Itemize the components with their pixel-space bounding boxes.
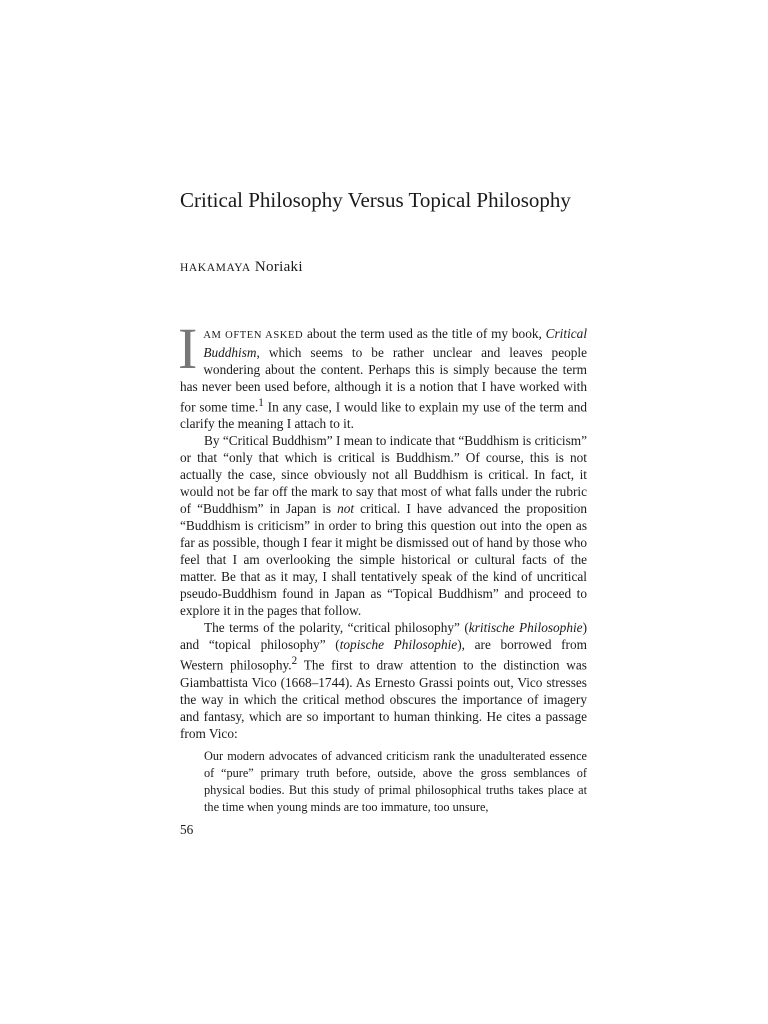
paragraph-2: By “Critical Buddhism” I mean to indicate that “Buddhism is criticism” or that “only that which is critical is Buddhism.” Of course, this is not actually the case, since obviously not all Buddhism is critical. In fact, it would not be far off the mark to say that most of what falls under the rubric of “Buddhism” in Japan is not critical. I have advanced the proposition “Buddhism is criticism” in order to bring this question out into the open as far as possible, though I fear it might be dismissed out of hand by those who feel that I am overlooking the simple historical or cultural facts of the matter. Be that as it may, I shall tentatively speak of the kind of uncritical pseudo-Buddhism found in Japan as “Topical Buddhism” and proceed to explore it in the pages that follow. xyxy=(180,433,587,619)
page-number: 56 xyxy=(180,822,194,837)
author-surname: HAKAMAYA xyxy=(180,262,251,274)
author-name xyxy=(180,259,303,276)
paragraph-1: IAM OFTEN ASKED about the term used as the title of my book, Critical Buddhism, which seems to be rather unclear and leaves people wondering about the content. Perhaps this is simply because the term has never been used before, although it is a notion that I have worked with for some time.$^1$ In any case, I would like to explain my use of the term and clarify the meaning I attach to it. xyxy=(178,316,588,432)
footnote-ref-1: 1 xyxy=(258,397,264,409)
paragraph-3: The terms of the polarity, “critical philosophy” (kritische Philosophie) and “topical philosophy” (topische Philosophie), are borrowed from Western philosophy.$^2$ The first to draw attention to the distinction was Giambattista Vico (1668–1744). As Ernesto Grassi points out, Vico stresses the way in which the critical method obscures the importance of imagery and fantasy, which are so important to human thinking. He cites a passage from Vico: xyxy=(180,620,587,741)
author-given-name: Noriaki xyxy=(254,259,303,275)
drop-cap: I xyxy=(178,316,198,381)
lead-in-small-caps: AM OFTEN ASKED xyxy=(203,330,304,341)
footnote-ref-2: 2 xyxy=(291,655,298,668)
article-body xyxy=(178,316,588,816)
term-topische: topische Philosophie xyxy=(339,637,458,653)
term-kritische: kritische Philosophie xyxy=(468,620,583,636)
block-quote: Our modern advocates of advanced criticism rank the unadulterated essence of “pure” primary truth before, outside, above the gross semblances of physical bodies. But this study of primal philosophical truths takes place at the time when young minds are too immature, too unsure, xyxy=(204,748,587,814)
article-title: Critical Philosophy Versus Topical Philosophy xyxy=(180,188,571,212)
emphasis-not: not xyxy=(337,501,355,517)
book-title: Critical Buddhism xyxy=(203,326,588,360)
